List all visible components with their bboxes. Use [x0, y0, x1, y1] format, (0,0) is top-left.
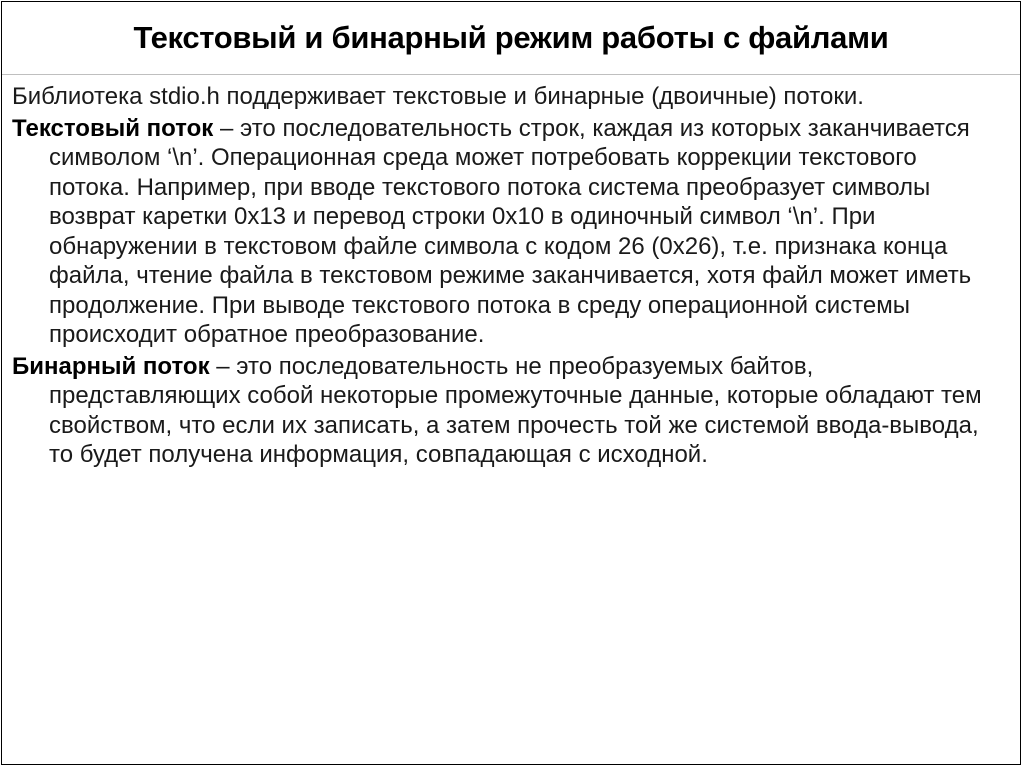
term-text-stream: Текстовый поток	[12, 114, 214, 142]
paragraph-text: – это последовательность не преобразуемых байтов, представляющих собой некоторые промежуточные данные, которые обладают тем свойством, что если их записать, а затем прочесть той же системой ввода-вывода, то будет получена информация, совпадающая с исходной.	[49, 352, 982, 468]
slide	[1, 1, 1021, 765]
slide-body	[12, 82, 1002, 472]
paragraph-text-stream	[12, 114, 1002, 350]
paragraph-binary-stream	[12, 352, 1002, 470]
paragraph-text: Библиотека stdio.h поддерживает текстовые и бинарные (двоичные) потоки.	[12, 83, 864, 110]
title-divider	[2, 74, 1020, 75]
paragraph-library-intro	[12, 82, 1002, 112]
slide-title: Текстовый и бинарный режим работы с файлами	[133, 20, 889, 55]
term-binary-stream: Бинарный поток	[12, 352, 210, 380]
paragraph-text: – это последовательность строк, каждая из которых заканчивается символом ‘\n’. Операционная среда может потребовать коррекции текстового потока. Например, при вводе текстового потока система преобразует символы возврат каретки 0x13 и перевод строки 0x10 в одиночный символ ‘\n’. При обнаружении в текстовом файле символа с кодом 26 (0x26), т.е. признака конца файла, чтение файла в текстовом режиме заканчивается, хотя файл может иметь продолжение. При выводе текстового потока в среду операционной системы происходит обратное преобразование.	[49, 114, 972, 348]
